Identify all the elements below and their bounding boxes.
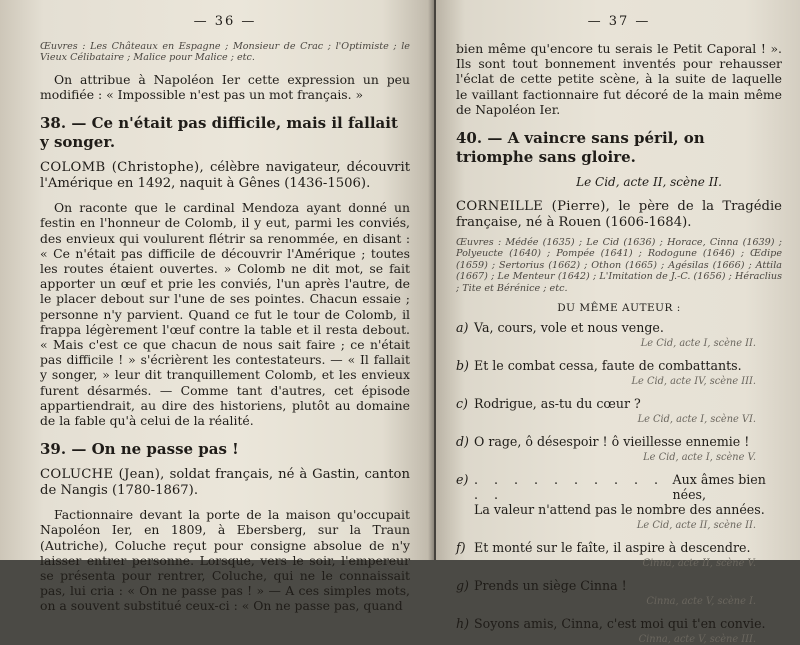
quote-item: [456, 540, 782, 569]
author-bio: célèbre navigateur, découvrit l'Amérique en 1492, naquit à Gênes (1436-1506).: [40, 160, 410, 192]
entry-heading: [40, 114, 410, 152]
entry-number: 39.: [40, 440, 67, 459]
right-page: [436, 0, 800, 645]
quote-reference: Cinna, acte II, scène V.: [642, 558, 756, 570]
quote-item: [456, 396, 782, 425]
quote-letter: g): [456, 578, 469, 594]
quote-letter: b): [456, 358, 469, 374]
quote-text: Et monté sur le faîte, il aspire à descendre.: [474, 540, 751, 556]
ellipsis-dots: . . . . . . . . . . . .: [474, 472, 665, 503]
quote-item: [456, 578, 782, 607]
entry-heading: [456, 129, 782, 167]
author-name: COLUCHE (Jean),: [40, 467, 165, 483]
quote-reference: Le Cid, acte I, scène VI.: [637, 414, 756, 426]
quote-item: [456, 320, 782, 349]
same-author-heading: DU MÊME AUTEUR :: [557, 302, 681, 315]
author-name: CORNEILLE (Pierre),: [456, 199, 611, 215]
quote-text: Et le combat cessa, faute de combattants.: [474, 358, 742, 374]
quote-text: Aux âmes bien nées,: [672, 472, 766, 503]
quote-item: [456, 472, 782, 531]
quote-line: [456, 472, 782, 502]
quote-text: Va, cours, vole et nous venge.: [474, 320, 664, 336]
author-bio: le père de la Tragédie française, né à Rouen (1606-1684).: [456, 199, 782, 231]
quote-item: [456, 434, 782, 463]
quote-letter: e): [456, 472, 469, 488]
quote-reference: Le Cid, acte IV, scène III.: [631, 376, 756, 388]
source-reference: Le Cid, acte II, scène II.: [576, 175, 722, 190]
quote-line: [456, 434, 782, 449]
quote-letter: f): [456, 540, 466, 556]
quote-text: Prends un siège Cinna !: [474, 578, 627, 594]
quote-letter: h): [456, 616, 470, 632]
entry-heading: [40, 440, 410, 459]
quote-item: [456, 358, 782, 387]
quote-line: [456, 616, 782, 631]
author-line: [456, 199, 782, 231]
author-name: COLOMB (Christophe),: [40, 160, 204, 176]
quote-line: [456, 578, 782, 593]
quote-reference: Le Cid, acte I, scène V.: [643, 452, 756, 464]
quote-text-second-line: La valeur n'attend pas le nombre des années.: [474, 502, 765, 518]
quote-text: Soyons amis, Cinna, c'est moi qui t'en convie.: [474, 616, 766, 632]
continuation-paragraph: bien même qu'encore tu serais le Petit Caporal ! ». Ils sont tout bonnement inventés pour rehausser l'éclat de cette petite scène, à la suite de laquelle le vaillant factionnaire fut décoré de la main même de Napoléon Ier.: [456, 41, 782, 117]
quote-reference: Cinna, acte V, scène III.: [638, 634, 756, 645]
quote-letter: a): [456, 320, 469, 336]
quote-text: Rodrigue, as-tu du cœur ?: [474, 396, 641, 412]
quote-letter: d): [456, 434, 469, 450]
quote-item: [456, 616, 782, 645]
quote-reference: Cinna, acte V, scène I.: [646, 596, 756, 608]
entry-title: — On ne passe pas !: [71, 440, 239, 459]
anecdote-paragraph: Factionnaire devant la porte de la maison qu'occupait Napoléon Ier, en 1809, à Ebersberg, sur la Traun (Autriche), Coluche reçut pour consigne absolue de n'y laisser entrer personne. Lorsque, vers le soir, l'empereur se présenta pour rentrer, Coluche, qui ne le connaissait pas, lui cria : « On ne passe pas ! » — A ces simples mots, on a souvent substitué ceux-ci : « On ne passe pas, quand: [40, 507, 410, 614]
author-bio: soldat français, né à Gastin, canton de Nangis (1780-1867).: [40, 467, 410, 499]
quote-reference: Le Cid, acte I, scène II.: [640, 338, 756, 350]
entry-number: 38.: [40, 114, 67, 133]
quote-line: [456, 540, 782, 555]
entry-title: — Ce n'était pas difficile, mais il fallait y songer.: [40, 114, 398, 152]
quote-line: [456, 320, 782, 335]
quote-text: O rage, ô désespoir ! ô vieillesse ennemie !: [474, 434, 750, 450]
quote-letter: c): [456, 396, 468, 412]
note-paragraph: On attribue à Napoléon Ier cette expression un peu modifiée : « Impossible n'est pas un mot français. »: [40, 71, 410, 103]
entry-number: 40.: [456, 129, 483, 148]
page-number: — 36 —: [193, 14, 257, 29]
quote-line: [456, 396, 782, 411]
anecdote-paragraph: On raconte que le cardinal Mendoza ayant donné un festin en l'honneur de Colomb, il y eut, parmi les conviés, des envieux qui voulurent flétrir sa renommée, en disant : « Ce n'était pas difficile de découvrir l'Amérique ; toutes les routes étaient ouvertes. » Colomb ne dit mot, se fait apporter un œuf et prie les conviés, l'un après l'autre, de le placer debout sur l'une de ses pointes. Chacun essaie ; personne n'y parvient. Quand ce fut le tour de Colomb, il frappa légèrement l'œuf contre la table et il resta debout. « Mais c'est ce que chacun de nous sait faire ; ce n'était pas difficile ! » s'écrièrent les contestateurs. — « Il fallait y songer, » leur dit tranquillement Colomb, et les envieux furent désarmés. — Comme tant d'autres, cet épisode appartiendrait, au dire des historiens, plutôt au domaine de la fable qu'à celui de la réalité.: [40, 200, 410, 429]
quote-line: [456, 358, 782, 373]
works-list: Œuvres : Médée (1635) ; Le Cid (1636) ; Horace, Cinna (1639) ; Polyeucte (1640) ; Pompée (1641) ; Rodogune (1646) ; Œdipe (1659) ; Sertorius (1662) ; Othon (1665) ; Agésilas (1666) ; Attila (1667) ; Le Menteur (1642) ; L'Imitation de J.-C. (1656) ; Héraclius ; Tite et Bérénice ; etc.: [456, 237, 782, 294]
quote-reference: Le Cid, acte II, scène II.: [636, 520, 756, 532]
author-line: [40, 467, 410, 499]
entry-title: — A vaincre sans péril, on triomphe sans gloire.: [456, 129, 705, 167]
works-list: Œuvres : Les Châteaux en Espagne ; Monsieur de Crac ; l'Optimiste ; le Vieux Célibataire ; Malice pour Malice ; etc.: [40, 41, 410, 64]
author-line: [40, 160, 410, 192]
page-number: — 37 —: [587, 14, 651, 29]
